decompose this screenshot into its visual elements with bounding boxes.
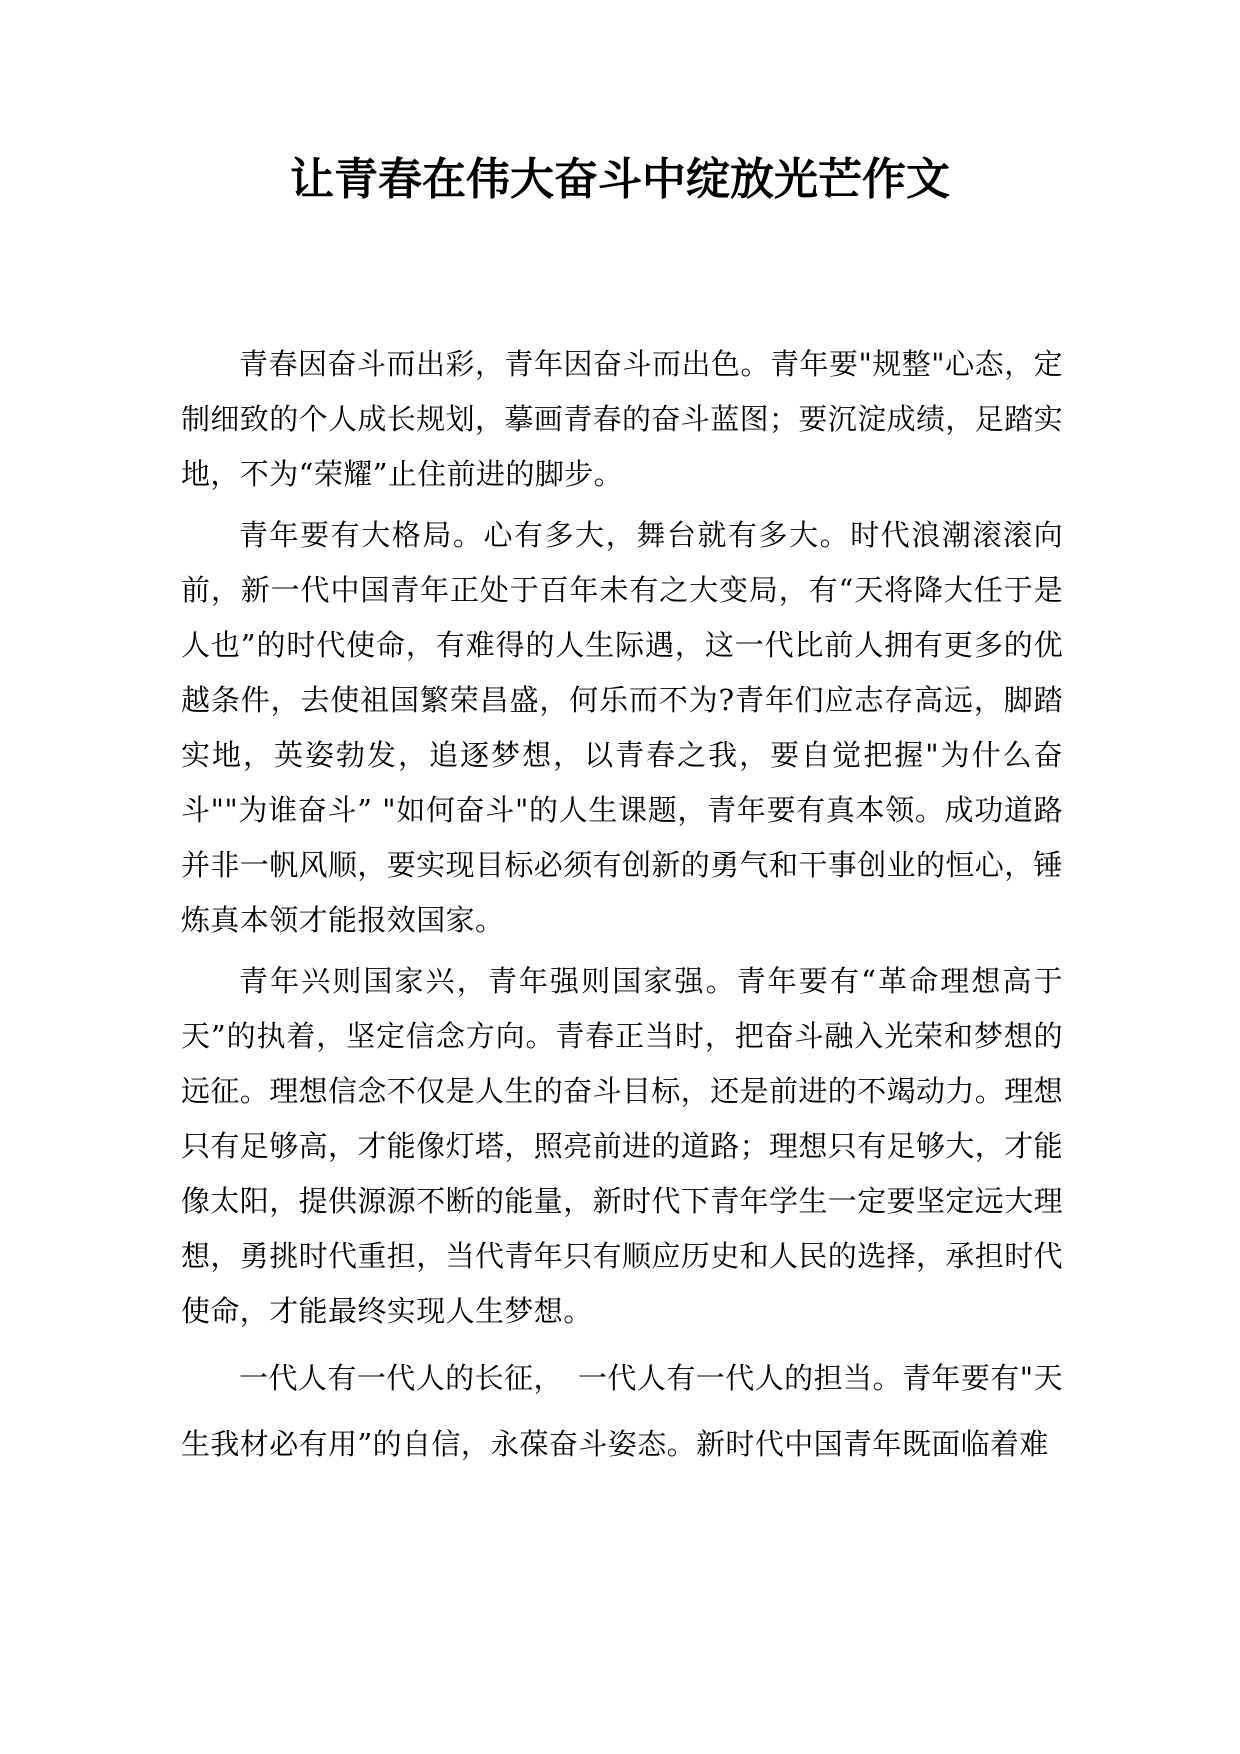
document-title: 让青春在伟大奋斗中绽放光芒作文 — [290, 154, 950, 205]
paragraph: 青春因奋斗而出彩，青年因奋斗而出色。青年要"规整"心态，定制细致的个人成长规划，摹画青春的奋斗蓝图；要沉淀成绩，足踏实地，不为“荣耀”止住前进的脚步。 — [181, 347, 1064, 491]
document-body — [181, 337, 1063, 1477]
paragraph: 青年要有大格局。心有多大，舞台就有多大。时代浪潮滚滚向前，新一代中国青年正处于百年未有之大变局，有“天将降大任于是人也”的时代使命，有难得的人生际遇，这一代比前人拥有更多的优越条件，去使祖国繁荣昌盛，何乐而不为?青年们应志存高远，脚踏实地，英姿勃发，追逐梦想，以青春之我，要自觉把握"为什么奋斗""为谁奋斗” "如何奋斗"的人生课题，青年要有真本领。成功道路并非一帆风顺，要实现目标必须有创新的勇气和干事创业的恒心，锤炼真本领才能报效国家。 — [181, 518, 1064, 937]
paragraph: 青年兴则国家兴，青年强则国家强。青年要有“革命理想高于天”的执着，坚定信念方向。青春正当时，把奋斗融入光荣和梦想的远征。理想信念不仅是人生的奋斗目标，还是前进的不竭动力。理想只有足够高，才能像灯塔，照亮前进的道路；理想只有足够大，才能像太阳，提供源源不断的能量，新时代下青年学生一定要坚定远大理想，勇挑时代重担，当代青年只有顺应历史和人民的选择，承担时代使命，才能最终实现人生梦想。 — [181, 964, 1064, 1328]
paragraph: 一代人有一代人的长征， 一代人有一代人的担当。青年要有"天生我材必有用”的自信，永葆奋斗姿态。新时代中国青年既面临着难 — [181, 1361, 1063, 1461]
